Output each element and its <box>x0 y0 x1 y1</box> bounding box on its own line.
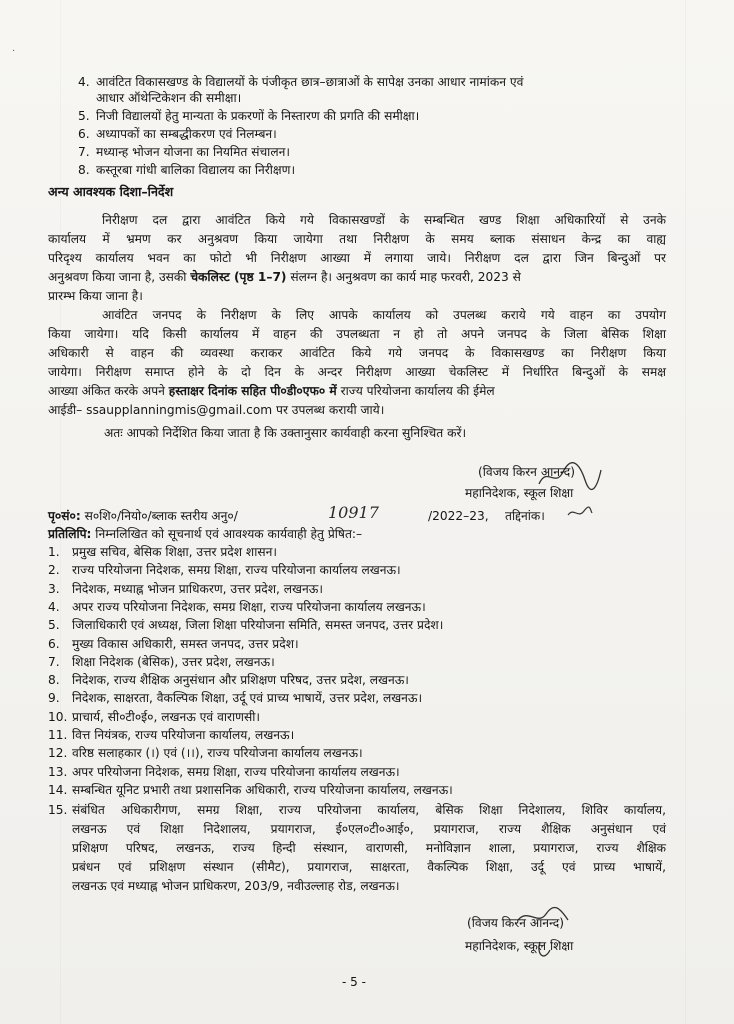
list-item-number: 6. <box>48 636 60 651</box>
signature-date-instruction: हस्ताक्षर दिनांक सहित पी०डी०एफ० में <box>168 384 337 398</box>
para2-line: आवंटित जनपद के निरीक्षण के लिए आपके कार्यालय को उपलब्ध कराये गये वाहन का उपयोग <box>102 308 666 322</box>
list-item-number: 14. <box>48 782 68 797</box>
para2-text: आईडी– <box>48 403 83 417</box>
list-item: मध्यान्ह भोजन योजना का नियमित संचालन। <box>96 145 290 159</box>
list-item: कस्तूरबा गांधी बालिका विद्यालय का निरीक्षण। <box>96 163 296 177</box>
copy-recipient-item: प्राचार्य, सी०टी०ई०, लखनऊ एवं वाराणसी। <box>72 709 260 724</box>
para2-line: जायेगा। निरीक्षण समाप्त होने के दो दिन के अन्दर निरीक्षण आख्या चेकलिस्ट में निर्धारित बिन्दुओं के समक्ष <box>48 365 666 379</box>
list-item-number: 1. <box>48 545 60 559</box>
list-item: आवंटित विकासखण्ड के विद्यालयों के पंजीकृत छात्र–छात्राओं के सापेक्ष उनका आधार नामांकन एवं <box>96 75 524 89</box>
list-item: निजी विद्यालयों हेतु मान्यता के प्रकरणों के निस्तारण की प्रगति की समीक्षा। <box>96 109 420 123</box>
signatory-title: महानिदेशक, स्कूल शिक्षा <box>465 939 574 953</box>
copy-to-line <box>48 527 362 542</box>
item15-line: लखनऊ एवं मध्याह्न भोजन प्राधिकरण, 203/9, नवीउल्लाह रोड, लखनऊ। <box>72 879 400 893</box>
para1-line <box>48 270 666 285</box>
email-address[interactable]: ssaupplanningmis@gmail.com <box>86 403 273 417</box>
list-item-number: 2. <box>48 563 60 578</box>
copy-recipient-item: सम्बन्धित यूनिट प्रभारी तथा प्रशासनिक अधिकारी, राज्य परियोजना कार्यालय, लखनऊ। <box>72 782 453 797</box>
reference-line <box>48 509 238 524</box>
list-item: आधार ऑथेन्टिकेशन की समीक्षा। <box>96 91 242 105</box>
para2-text: राज्य परियोजना कार्यालय की ईमेल <box>340 384 495 398</box>
list-item-number: 7. <box>48 654 60 669</box>
list-item-number: 8. <box>48 673 60 688</box>
copy-recipient-item: राज्य परियोजना निदेशक, समग्र शिक्षा, राज्य परियोजना कार्यालय लखनऊ। <box>72 563 401 578</box>
para2-line <box>48 403 384 418</box>
copy-recipient-item: निदेशक, मध्याह्न भोजन प्राधिकरण, उत्तर प्रदेश, लखनऊ। <box>72 581 323 596</box>
copy-recipient-item: वरिष्ठ सलाहकार (।) एवं (।।), राज्य परियोजना कार्यालय लखनऊ। <box>72 746 363 761</box>
para2-line <box>48 384 666 399</box>
copy-recipient-item: प्रमुख सचिव, बेसिक शिक्षा, उत्तर प्रदेश शासन। <box>72 545 277 559</box>
page-number: - 5 - <box>342 975 366 989</box>
checklist-reference: चेकलिस्ट (पृष्ठ 1–7) <box>190 270 287 284</box>
list-item-number: 5. <box>78 109 90 123</box>
reference-date: /2022–23, <box>428 509 489 523</box>
paragraph-3: अतः आपको निर्देशित किया जाता है कि उक्तानुसार कार्यवाही करना सुनिश्चित करें। <box>104 426 467 440</box>
copy-recipient-item: मुख्य विकास अधिकारी, समस्त जनपद, उत्तर प्रदेश। <box>72 636 299 651</box>
list-item-number: 7. <box>78 145 90 159</box>
para2-text: आख्या अंकित करके अपने <box>48 384 165 398</box>
signature-scribble-icon <box>510 906 580 966</box>
para1-line: कार्यालय में भ्रमण कर अनुश्रवण किया जायेगा तथा निरीक्षण के समय ब्लाक संसाधन केन्द्र का वाह्य <box>48 232 666 246</box>
item15-line: संबंधित अधिकारीगण, समग्र शिक्षा, राज्य परियोजना कार्यालय, बेसिक शिक्षा निदेशालय, शिविर कार्यालय, <box>72 803 666 817</box>
signatory-name: (विजय किरन आनन्द) <box>467 916 565 930</box>
page-fold-shadow-right <box>685 0 686 1024</box>
copy-recipient-item: जिलाधिकारी एवं अध्यक्ष, जिला शिक्षा परियोजना समिति, समस्त जनपद, उत्तर प्रदेश। <box>72 618 444 633</box>
list-item-number: 9. <box>48 691 60 706</box>
list-item: अध्यापकों का सम्बद्धीकरण एवं निलम्बन। <box>96 127 277 141</box>
copy-to-intro: निम्नलिखित को सूचनार्थ एवं आवश्यक कार्यवाही हेतु प्रेषित:– <box>95 527 363 541</box>
para1-line: प्रारम्भ किया जाना है। <box>48 289 143 303</box>
list-item-number: 8. <box>78 163 90 177</box>
item15-line: प्रशिक्षण परिषद, लखनऊ, राज्य हिन्दी संस्थान, वाराणसी, मनोविज्ञान शाला, प्रयागराज, राज्य शैक्षिक <box>72 841 666 855</box>
copy-recipient-item: शिक्षा निदेशक (बेसिक), उत्तर प्रदेश, लखनऊ। <box>72 654 275 669</box>
list-item-number: 15. <box>48 803 68 817</box>
para2-text: पर उपलब्ध करायी जाये। <box>276 403 385 417</box>
list-item-number: 11. <box>48 728 68 742</box>
list-item-number: 13. <box>48 764 68 779</box>
list-item-number: 3. <box>48 581 60 596</box>
signatory-title: महानिदेशक, स्कूल शिक्षा <box>465 486 574 500</box>
para2-line: किया जायेगा। यदि किसी कार्यालय में वाहन की उपलब्धता न हो तो अपने जनपद के जिला बेसिक शिक्षा <box>48 327 666 341</box>
corner-mark: . <box>12 43 16 54</box>
copy-recipient-item: निदेशक, राज्य शैक्षिक अनुसंधान और प्रशिक्षण परिषद, उत्तर प्रदेश, लखनऊ। <box>72 673 409 688</box>
para1-text: अनुश्रवण किया जाना है, उसकी <box>48 270 187 284</box>
list-item-number: 4. <box>78 75 90 89</box>
signatory-name: (विजय किरन आनन्द) <box>478 465 576 479</box>
reference-dated: तद्दिनांक। <box>505 509 545 523</box>
reference-text: स०शि०/नियो०/ब्लाक स्तरीय अनु०/ <box>84 509 238 523</box>
copy-recipient-item: अपर राज्य परियोजना निदेशक, समग्र शिक्षा, राज्य परियोजना कार्यालय लखनऊ। <box>72 599 426 614</box>
list-item-number: 4. <box>48 599 60 614</box>
reference-label: पृ०सं०: <box>48 509 81 523</box>
copy-recipient-item: अपर परियोजना निदेशक, समग्र शिक्षा, राज्य परियोजना कार्यालय लखनऊ। <box>72 764 400 779</box>
copy-recipient-item: निदेशक, साक्षरता, वैकल्पिक शिक्षा, उर्दू एवं प्राच्य भाषायें, उत्तर प्रदेश, लखनऊ। <box>72 691 423 706</box>
item15-line: लखनऊ एवं शिक्षा निदेशालय, प्रयागराज, ई०एल०टी०आई०, प्रयागराज, राज्य शैक्षिक अनुसंधान एवं <box>72 822 666 836</box>
copy-to-label: प्रतिलिपि: <box>48 527 92 541</box>
initial-mark-icon <box>566 503 594 521</box>
copy-recipient-item: वित्त नियंत्रक, राज्य परियोजना कार्यालय, लखनऊ। <box>72 728 295 742</box>
letter-number: 10917 <box>328 503 379 522</box>
list-item-number: 10. <box>48 709 68 724</box>
list-item-number: 6. <box>78 127 90 141</box>
list-item-number: 12. <box>48 746 68 761</box>
para1-line: परिदृश्य कार्यालय भवन का फोटो भी निरीक्षण आख्या में लगाया जाये। निरीक्षण दल द्वारा जिन बिन्दुओं पर <box>48 251 666 265</box>
para1-line: निरीक्षण दल द्वारा आवंटित किये गये विकासखण्डों के सम्बन्धित खण्ड शिक्षा अधिकारियों से उनके <box>102 213 666 227</box>
list-item-number: 5. <box>48 618 60 633</box>
para2-line: अधिकारी से वाहन की व्यवस्था कराकर आवंटित किये गये जनपद के विकासखण्ड का निरीक्षण किया <box>48 346 666 360</box>
section-heading: अन्य आवश्यक दिशा–निर्देश <box>48 184 174 199</box>
para1-text: संलग्न है। अनुश्रवण का कार्य माह फरवरी, 2023 से <box>290 270 521 284</box>
item15-line: प्रबंधन एवं प्रशिक्षण संस्थान (सीमैट), प्रयागराज, साक्षरता, वैकल्पिक शिक्षा, उर्दू एवं प्राच्य भाषायें, <box>72 860 666 874</box>
